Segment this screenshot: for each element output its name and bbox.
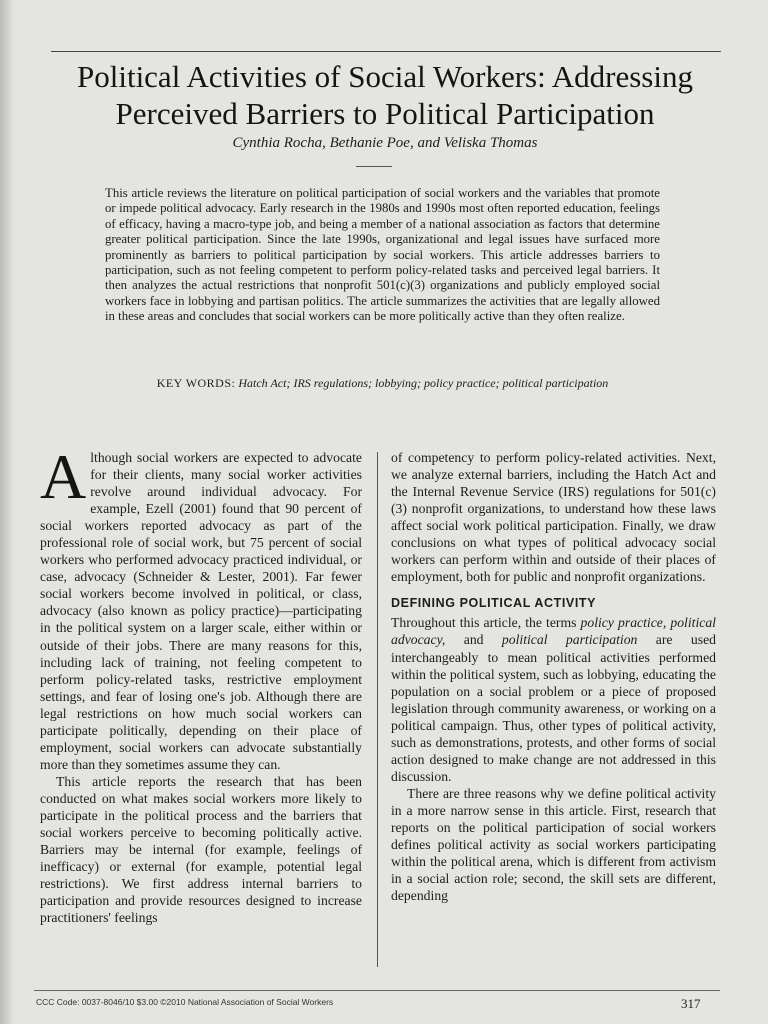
footer-copyright: CCC Code: 0037-8046/10 $3.00 ©2010 National Association of Social Workers: [36, 997, 334, 1007]
term-policy-practice: policy practice, political advocacy,: [391, 615, 716, 648]
body-paragraph-3: [391, 614, 716, 784]
keywords-label: KEY WORDS:: [156, 376, 236, 390]
body-paragraph-2-continued: of competency to perform policy-related activities. Next, we analyze external barriers, including the Hatch Act and the Internal Revenue Service (IRS) regulations for 501(c)(3) nonprofit organizations, to understand how these laws affect social work political participation. Finally, we draw conclusions on what types of political advocacy social workers can perform within and outside of their places of employment, both for public and nonprofit organizations.: [391, 450, 716, 585]
drop-cap: A: [40, 441, 87, 512]
term-political-participation: political participation: [501, 632, 638, 648]
binding-shadow: [0, 0, 14, 1024]
page-number: 317: [681, 996, 701, 1011]
body-paragraph-1-text: lthough social workers are expected to advocate for their clients, many social worker activities revolve around individual advocacy. For example, Ezell (2001) found that 90 percent of social workers reported advocacy as part of the professional role of social work, but 75 percent of social workers who performed advocacy practiced individual, or case, advocacy (Schneider & Lester, 2001). Far fewer social workers become involved in political, or class, advocacy (also known as policy practice)—participating in the political system on a larger scale, either within or outside of their jobs. There are many reasons for this, including lack of training, not feeling competent to perform policy-related tasks, restrictive employment settings, and fear of losing one's job. Although there are legal restrictions on how much social workers can participate politically, depending on their place of employment, social workers can advocate substantially more than they sometimes assume they can.: [40, 450, 362, 772]
body-column-right: [391, 449, 716, 904]
keywords-line: [105, 376, 660, 391]
body-paragraph-1: [40, 441, 362, 773]
title-divider: [356, 166, 392, 167]
body-paragraph-2: This article reports the research that has been conducted on what makes social workers more likely to participate in the political process and the barriers that social workers perceive to becoming politically active. Barriers may be internal (for example, feelings of inefficacy) or external (for example, potential legal restrictions). We first address internal barriers to participation and provide resources designed to increase practitioners' feelings: [40, 773, 362, 926]
footer-rule: [34, 990, 720, 991]
column-divider: [377, 452, 378, 967]
article-title: Political Activities of Social Workers: Addressing Perceived Barriers to Political Participation: [76, 59, 693, 131]
article-abstract: This article reviews the literature on political participation of social workers and the variables that promote or impede political advocacy. Early research in the 1980s and 1990s most often reported education, feelings of efficacy, having a macro-type job, and being a member of a national association as factors that determine greater political participation. Since the late 1990s, organizational and legal issues have surfaced more prominently as barriers to political participation by social workers. This article addresses barriers to participation, such as not feeling competent to perform policy-related tasks and perceived legal barriers. It then analyzes the actual restrictions that nonprofit 501(c)(3) organizations and publicly employed social workers face in lobbying and partisan politics. The article summarizes the activities that are legally allowed in these areas and concludes that social workers can be more politically active than they often realize.: [105, 186, 660, 324]
body-paragraph-3-rest: are used interchangeably to mean political activities performed within the political system, such as lobbying, educating the population on a social problem or a piece of proposed legislation through community awareness, or working on a political campaign. Thus, other types of political activity, such as demonstrations, protests, and other forms of social action designed to make change are not addressed in this discussion.: [391, 632, 716, 784]
body-paragraph-4: There are three reasons why we define political activity in a more narrow sense in this article. First, research that reports on the political participation of social workers defines political activity as social workers participating within the political arena, which is different from activism in a social action role; second, the skill sets are different, depending: [391, 785, 716, 904]
keywords-list: Hatch Act; IRS regulations; lobbying; policy practice; political participation: [238, 376, 609, 390]
top-rule: [51, 51, 721, 52]
body-paragraph-3-and: and: [445, 632, 502, 648]
section-heading: DEFINING POLITICAL ACTIVITY: [391, 596, 597, 611]
body-paragraph-3-lead: Throughout this article, the terms: [391, 615, 581, 631]
body-column-left: [40, 441, 362, 926]
article-authors: Cynthia Rocha, Bethanie Poe, and Veliska Thomas: [232, 135, 538, 151]
